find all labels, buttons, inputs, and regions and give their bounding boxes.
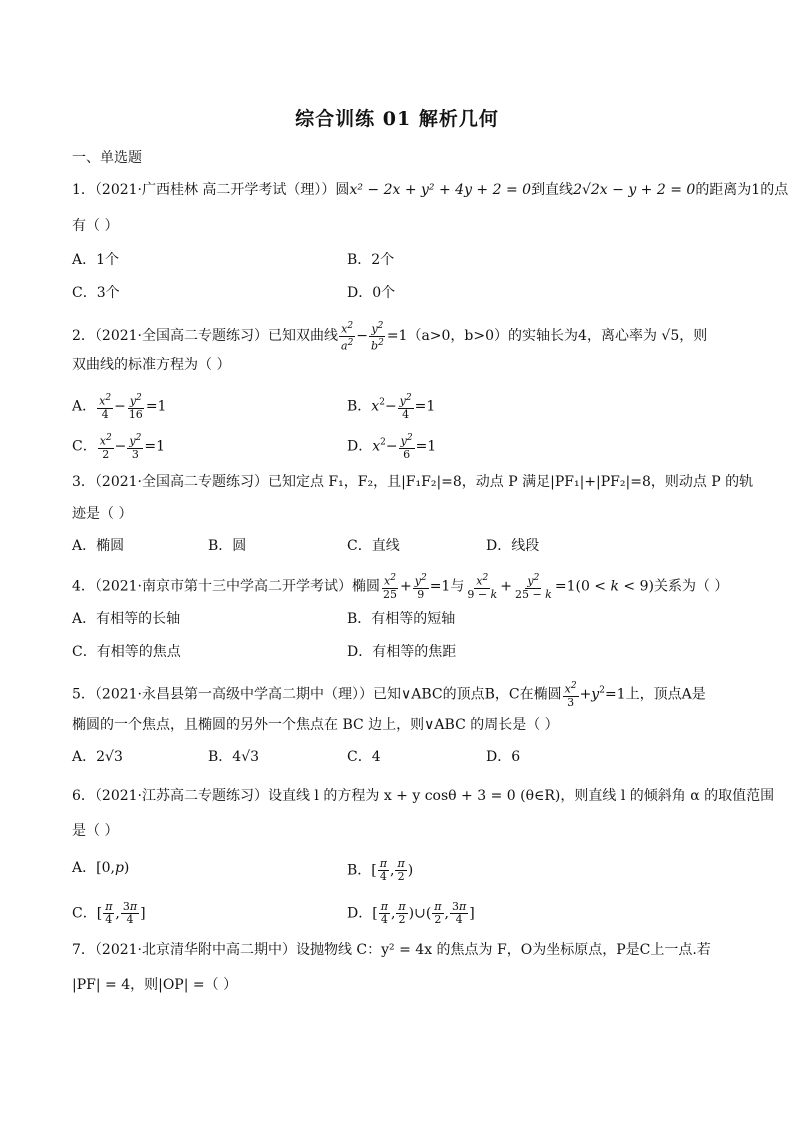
question-6-line-1: 6．（2021·江苏高二专题练习）设直线 l 的方程为 x + y cosθ + 3 = 0 (θ∈R)，则直线 l 的倾斜角 α 的取值范围	[72, 788, 775, 804]
q3-option-a: A．椭圆	[72, 538, 125, 554]
q1-suffix: 的距离为1的点	[695, 182, 789, 198]
q1-prefix: 1．（2021·广西桂林 高二开学考试（理））圆	[72, 182, 350, 198]
q5-option-b: B．4√3	[208, 749, 260, 765]
question-5-line-2: 椭圆的一个焦点，且椭圆的另外一个焦点在 BC 边上，则∨ABC 的周长是（ ）	[72, 717, 559, 733]
q1-option-c: C．3个	[72, 285, 120, 301]
q1-option-d: D．0个	[347, 285, 396, 301]
q1-line-equation: 2√2x − y + 2 = 0	[573, 182, 696, 198]
question-1-line-1	[72, 180, 788, 200]
section-heading: 一、单选题	[72, 150, 142, 166]
q3-option-d: D．线段	[486, 538, 540, 554]
q2-option-c: C． $\frac{x^2}{2}$ − $\frac{y^2}{3}$ =1	[72, 433, 165, 461]
q6-option-a: A．[0,p)	[72, 860, 130, 876]
q2-condition: （a>0，b>0）的实轴长为4，离心率为 √5，则	[407, 328, 708, 345]
question-3-line-1: 3．（2021·全国高二专题练习）已知定点 F₁，F₂，且|F₁F₂|=8，动点 P 满足|PF₁|+|PF₂|=8，则动点 P 的轨	[72, 474, 754, 490]
q5-option-c: C．4	[347, 749, 381, 765]
q2-option-a: A． $\frac{x^2}{4}$ − $\frac{y^2}{16}$ =1	[72, 393, 167, 421]
question-4-line-1: 4．（2021·南京市第十三中学高二开学考试）椭圆 $\frac{x^2}{25}$ + $\frac{y^2}{9}$ =1与 $\frac{x^2}{9 - k}$ + $\frac{y^2}{25 - k}$ =1(0 < k < 9)关系为（ ）	[72, 573, 729, 601]
q6-option-c: C．[ $\frac{\pi}{4}$ , $\frac{3\pi}{4}$ ]	[72, 900, 146, 926]
question-3-line-2: 迹是（ ）	[72, 506, 133, 522]
q1-option-b: B．2个	[347, 252, 395, 268]
q6-option-b: B．[ $\frac{\pi}{4}$ , $\frac{\pi}{2}$ )	[347, 857, 414, 883]
question-2-line-1: 2．（2021·全国高二专题练习）已知双曲线 $\frac{x^2}{a^2}$ − $\frac{y^2}{b^2}$ =1（a>0，b>0）的实轴长为4，离心率为 √5，则	[72, 321, 708, 353]
q4-option-d: D．有相等的焦距	[347, 644, 457, 660]
question-7-line-2: |PF| = 4，则|OP| =（ ）	[72, 977, 238, 993]
q2-prefix: 2．（2021·全国高二专题练习）已知双曲线	[72, 328, 338, 345]
q4-option-a: A．有相等的长轴	[72, 611, 181, 627]
question-1-line-2: 有（ ）	[72, 218, 119, 234]
question-2-line-2: 双曲线的标准方程为（ ）	[72, 357, 231, 373]
q1-mid: 到直线	[531, 182, 574, 198]
q5-option-d: D．6	[486, 749, 521, 765]
page-title: 综合训练 01 解析几何	[295, 108, 499, 130]
q1-option-a: A．1个	[72, 252, 120, 268]
q6-option-d: D．[ $\frac{\pi}{4}$ , $\frac{\pi}{2}$ )∪( $\frac{\pi}{2}$ , $\frac{3\pi}{4}$ ]	[347, 900, 475, 926]
q3-option-c: C．直线	[347, 538, 400, 554]
q1-circle-equation: x² − 2x + y² + 4y + 2 = 0	[349, 182, 532, 198]
q4-option-b: B．有相等的短轴	[347, 611, 456, 627]
q2-option-b: B．$x^2-$ $\frac{y^2}{4}$ =1	[347, 393, 436, 421]
q4-option-c: C．有相等的焦点	[72, 644, 181, 660]
q5-option-a: A．2√3	[72, 749, 123, 765]
q3-option-b: B．圆	[208, 538, 247, 554]
question-5-line-1: 5．（2021·永昌县第一高级中学高二期中（理））已知∨ABC的顶点B，C在椭圆 $\frac{x^2}{3}$ $+y^2=1$上，顶点A是	[72, 681, 706, 709]
q2-option-d: D．$x^2-$ $\frac{y^2}{6}$ =1	[347, 433, 437, 461]
question-6-line-2: 是（ ）	[72, 823, 119, 839]
question-7-line-1: 7．（2021·北京清华附中高二期中）设抛物线 C：y² = 4x 的焦点为 F，O为坐标原点，P是C上一点.若	[72, 942, 711, 958]
